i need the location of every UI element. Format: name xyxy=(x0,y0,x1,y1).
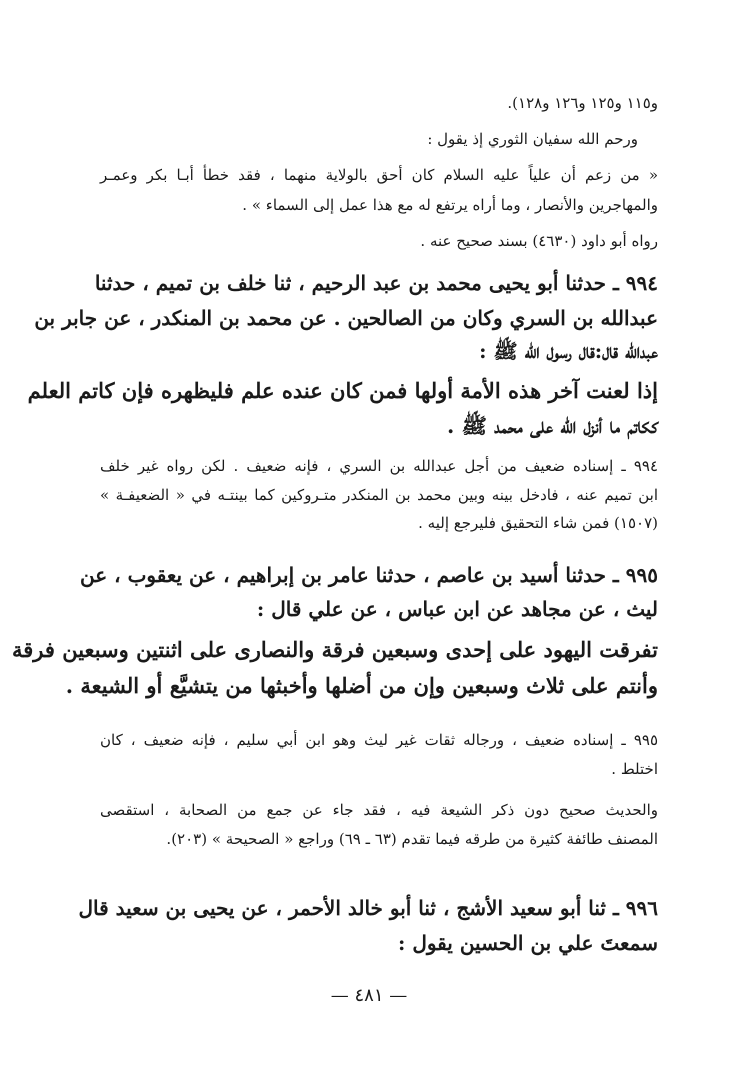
sufyan-intro: ورحم الله سفيان الثوري إذ يقول : xyxy=(427,130,638,148)
abu-dawud-note: رواه أبو داود (٤٦٣٠) بسند صحيح عنه . xyxy=(420,232,658,250)
hadith-994-matn-line-1: إذا لعنت آخر هذه الأمة أولها فمن كان عنده علم فليظهره فإن كاتم العلم xyxy=(27,378,658,403)
hadith-994-isnad-line-2: عبدالله بن السري وكان من الصالحين . عن محمد بن المنكدر ، عن جابر بن xyxy=(34,306,658,330)
hadith-994-isnad-line-1: ٩٩٤ ـ حدثنا أبو يحيى محمد بن عبد الرحيم ، ثنا خلف بن تميم ، حدثنا xyxy=(94,271,658,295)
hadith-995-matn-line-2: وأنتم على ثلاث وسبعين وإن من أضلها وأخبثها من يتشيَّع أو الشيعة . xyxy=(65,673,658,698)
hadith-994-matn-line-2: ككاتم ما أنزل الله على محمد ﷺ . xyxy=(446,413,658,438)
hadith-994-footnote-line-3: (١٥٠٧) فمن شاء التحقيق فليرجع إليه . xyxy=(418,514,658,532)
hadith-996-isnad-line-2: سمعتَ علي بن الحسين يقول : xyxy=(397,931,658,955)
hadith-995-isnad-line-2: ليث ، عن مجاهد عن ابن عباس ، عن علي قال : xyxy=(256,597,658,621)
top-references: و١١٥ و١٢٥ و١٢٦ و١٢٨). xyxy=(507,94,658,112)
sufyan-quote-line-1: « من زعم أن علياً عليه السلام كان أحق بالولاية منهما ، فقد خطأ أبـا بكر وعمـر xyxy=(100,166,658,184)
hadith-995-note-line-2: المصنف طائفة كثيرة من طرقه فيما تقدم (٦٣ ـ ٦٩) وراجع « الصحيحة » (٢٠٣). xyxy=(166,830,658,848)
hadith-994-isnad-line-3: عبدالله قال:قال رسول الله ﷺ : xyxy=(479,339,658,363)
hadith-995-footnote-line-2: اختلط . xyxy=(611,760,658,778)
hadith-994-footnote-line-2: ابن تميم عنه ، فادخل بينه وبين محمد بن المنكدر متـروكين كما بينتـه في « الضعيفـة » xyxy=(100,486,658,504)
hadith-995-footnote-line-1: ٩٩٥ ـ إسناده ضعيف ، ورجاله ثقات غير ليث وهو ابن أبي سليم ، فإنه ضعيف ، كان xyxy=(100,731,658,749)
sufyan-quote-line-2: والمهاجرين والأنصار ، وما أراه يرتفع له مع هذا عمل إلى السماء » . xyxy=(242,196,658,214)
page-number: — ٤٨١ — xyxy=(330,985,408,1006)
hadith-995-isnad-line-1: ٩٩٥ ـ حدثنا أسيد بن عاصم ، حدثنا عامر بن إبراهيم ، عن يعقوب ، عن xyxy=(80,563,658,587)
hadith-996-isnad-line-1: ٩٩٦ ـ ثنا أبو سعيد الأشج ، ثنا أبو خالد الأحمر ، عن يحيى بن سعيد قال xyxy=(78,896,658,920)
book-page xyxy=(12,0,658,1067)
hadith-994-footnote-line-1: ٩٩٤ ـ إسناده ضعيف من أجل عبدالله بن السري ، فإنه ضعيف . لكن رواه غير خلف xyxy=(100,457,658,475)
hadith-995-note-line-1: والحديث صحيح دون ذكر الشيعة فيه ، فقد جاء عن جمع من الصحابة ، استقصى xyxy=(100,801,658,819)
hadith-995-matn-line-1: تفرقت اليهود على إحدى وسبعين فرقة والنصارى على اثنتين وسبعين فرقة xyxy=(12,637,658,662)
